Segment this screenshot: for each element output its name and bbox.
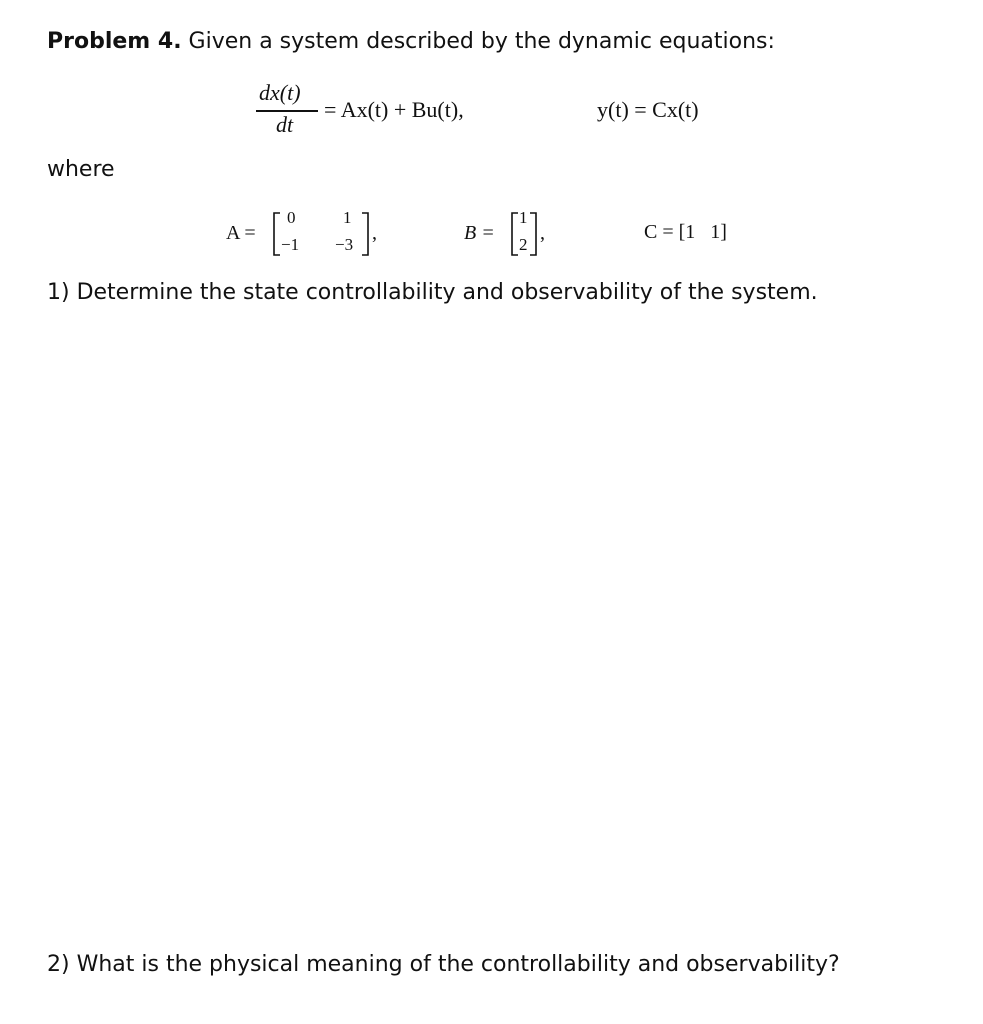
fraction-denominator: dt [276, 112, 294, 137]
output-equation: y(t) = Cx(t) [597, 97, 699, 122]
fraction-numerator: dx(t) [259, 80, 301, 105]
matrix-b-lhs: B = [464, 222, 495, 244]
matrix-b-comma: , [540, 222, 545, 244]
problem-label: Problem 4. [47, 29, 182, 54]
matrix-a-cell-1-2: 1 [343, 208, 352, 227]
problem-intro: Given a system described by the dynamic equations: [188, 29, 775, 54]
matrix-c: C = [1 1] [644, 221, 727, 243]
matrix-a-cell-2-1: −1 [281, 235, 300, 254]
matrix-a-cell-2-2: −3 [335, 235, 354, 254]
where-label: where [47, 157, 115, 182]
matrix-b-right-bracket [528, 212, 538, 256]
matrix-b-cell-1: 1 [519, 208, 528, 227]
question-1: 1) Determine the state controllability and observability of the system. [47, 280, 818, 305]
question-2: 2) What is the physical meaning of the controllability and observability? [47, 952, 840, 977]
matrix-a-comma: , [372, 222, 377, 244]
matrix-a-right-bracket [360, 212, 370, 256]
problem-heading [47, 28, 775, 56]
state-equation-rhs: = Ax(t) + Bu(t), [324, 97, 464, 122]
matrix-a-cell-1-1: 0 [287, 208, 296, 227]
matrix-b-cell-2: 2 [519, 235, 528, 254]
matrix-a-lhs: A = [226, 222, 256, 244]
